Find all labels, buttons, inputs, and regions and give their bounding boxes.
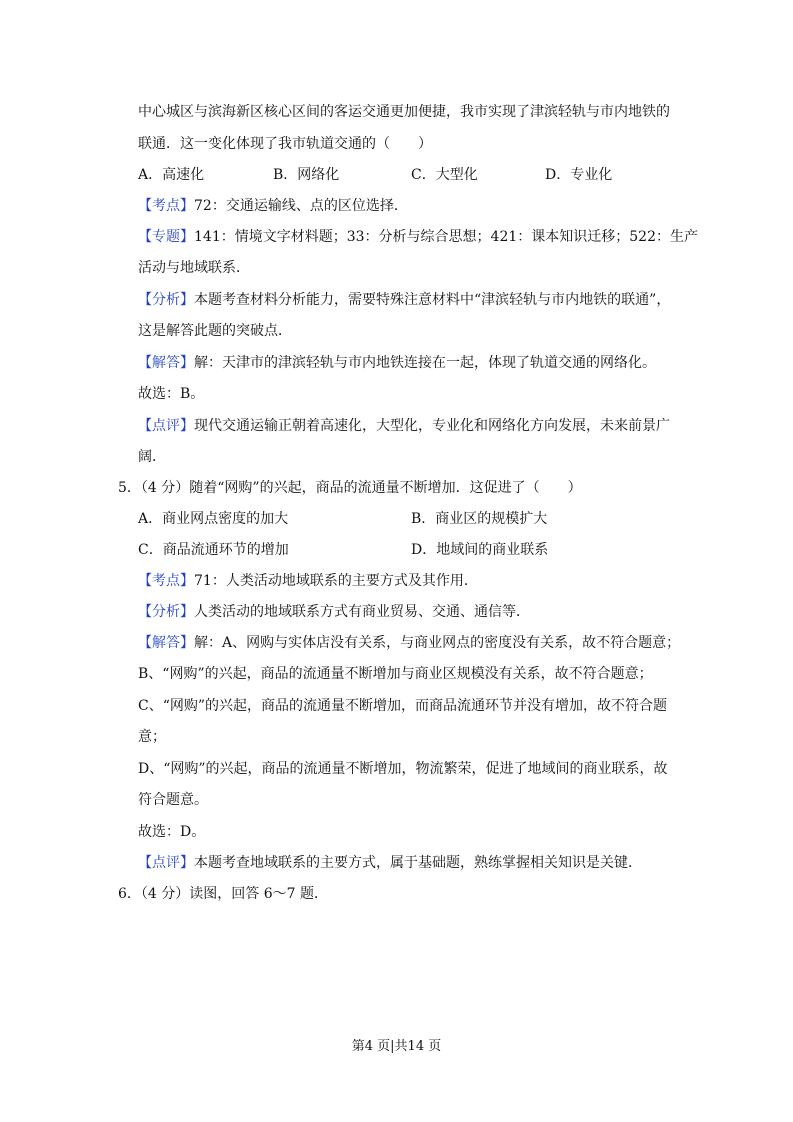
page-number: 第4 页|共14 页 [351,1039,442,1054]
q4-jieda [138,353,656,373]
q6-stem: 6．（4 分）读图，回答 6～7 题． [118,886,328,902]
q5-option-b: B．商业区的规模扩大 [411,511,548,527]
q4-zhuanti-cont: 活动与地域联系． [138,260,250,276]
dianping-tag: 【点评】 [138,418,194,434]
q4-answer: 故选：B。 [138,386,205,402]
q4-option-d: D．专业化 [545,167,613,183]
q5-stem: 5．（4 分）随着“网购”的兴起，商品的流通量不断增加．这促进了（ ） [118,480,582,496]
fenxi-text: 本题考查材料分析能力，需要特殊注意材料中“津滨轻轨与市内地铁的联通”， [194,292,671,308]
kaodian-tag: 【考点】 [138,573,194,589]
dianping-text: 现代交通运输正朝着高速化，大型化，专业化和网络化方向发展，未来前景广 [194,418,670,434]
q4-dianping-cont: 阔． [138,449,166,465]
jieda-text: 解：A、网购与实体店没有关系，与商业网点的密度没有关系，故不符合题意； [194,635,681,651]
fenxi-tag: 【分析】 [138,292,194,308]
q5-jieda-line-3: C、“网购”的兴起，商品的流通量不断增加，而商品流通环节并没有增加，故不符合题 [138,698,668,714]
q4-stem-line-1: 中心城区与滨海新区核心区间的客运交通更加便捷，我市实现了津滨轻轨与市内地铁的 [138,104,670,120]
zhuanti-tag: 【专题】 [138,229,194,245]
zhuanti-text: 141：情境文字材料题；33：分析与综合思想；421：课本知识迁移；522：生产 [194,229,698,245]
q5-jieda-line-5: D、“网购”的兴起，商品的流通量不断增加，物流繁荣，促进了地域间的商业联系，故 [138,761,668,777]
jieda-tag: 【解答】 [138,635,194,651]
kaodian-text: 71：人类活动地域联系的主要方式及其作用． [194,573,478,589]
q5-option-c: C．商品流通环节的增加 [138,542,289,558]
q5-option-d: D．地域间的商业联系 [411,542,549,558]
q4-zhuanti [138,227,698,247]
q5-option-a: A．商业网点密度的加大 [138,511,289,527]
fenxi-text: 人类活动的地域联系方式有商业贸易、交通、通信等． [194,604,530,620]
dianping-text: 本题考查地域联系的主要方式，属于基础题，熟练掌握相关知识是关键． [194,855,642,871]
q5-jieda-line-2: B、“网购”的兴起，商品的流通量不断增加与商业区规模没有关系，故不符合题意； [138,666,653,682]
jieda-text: 解：天津市的津滨轻轨与市内地铁连接在一起，体现了轨道交通的网络化。 [194,355,656,371]
q4-fenxi [138,290,670,310]
dianping-tag: 【点评】 [138,855,194,871]
q5-answer: 故选：D。 [138,824,206,840]
q4-option-b: B．网络化 [273,167,340,183]
kaodian-text: 72：交通运输线、点的区位选择． [194,198,408,214]
q5-jieda [138,633,680,653]
fenxi-tag: 【分析】 [138,604,194,620]
q4-option-c: C．大型化 [411,167,478,183]
q4-stem-line-2: 联通．这一变化体现了我市轨道交通的（ ） [138,136,432,152]
q4-dianping [138,416,670,436]
q4-kaodian [138,196,408,216]
q5-jieda-line-4: 意； [138,729,166,745]
jieda-tag: 【解答】 [138,355,194,371]
q5-fenxi [138,602,530,622]
q5-kaodian [138,571,478,591]
kaodian-tag: 【考点】 [138,198,194,214]
q4-option-a: A．高速化 [138,167,205,183]
q5-jieda-line-6: 符合题意。 [138,792,208,808]
q5-dianping [138,853,642,873]
q4-fenxi-cont: 这是解答此题的突破点． [138,323,292,339]
